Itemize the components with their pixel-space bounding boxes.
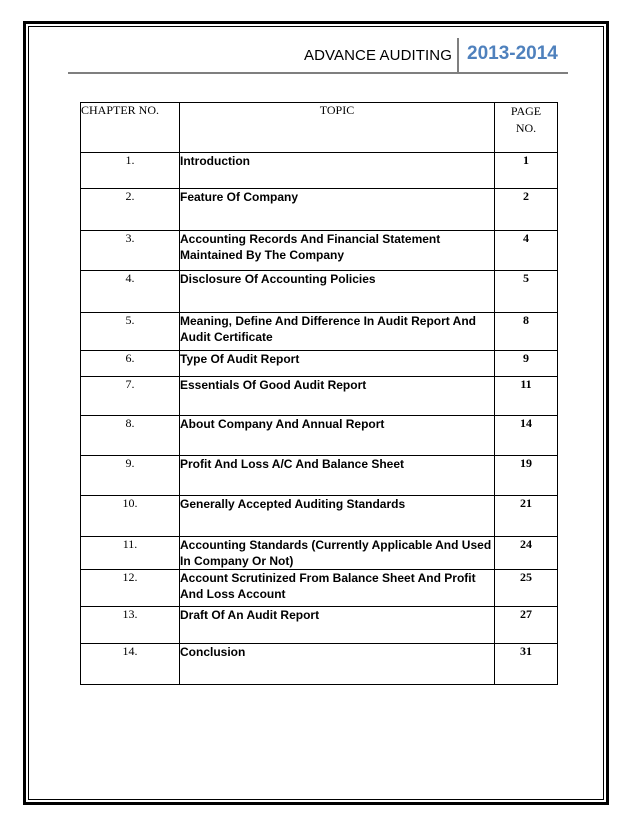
chapter-number: 4. [81,271,180,313]
table-row [81,271,558,313]
chapter-topic: Type Of Audit Report [180,351,495,377]
page-number: 24 [495,537,558,570]
chapter-topic: Accounting Standards (Currently Applicable And Used In Company Or Not) [180,537,495,570]
chapter-topic: Accounting Records And Financial Statement Maintained By The Company [180,231,495,271]
column-header-topic: TOPIC [180,103,495,153]
table-row [81,456,558,496]
page-number: 9 [495,351,558,377]
chapter-number: 7. [81,377,180,416]
table-row [81,231,558,271]
column-header-chapter: CHAPTER NO. [81,103,180,153]
chapter-number: 14. [81,644,180,685]
table-row [81,313,558,351]
chapter-topic: Meaning, Define And Difference In Audit Report And Audit Certificate [180,313,495,351]
header-separator [457,38,459,72]
chapter-number: 13. [81,607,180,644]
chapter-topic: Account Scrutinized From Balance Sheet And Profit And Loss Account [180,570,495,607]
chapter-number: 5. [81,313,180,351]
chapter-number: 3. [81,231,180,271]
table-row [81,607,558,644]
chapter-topic: Introduction [180,153,495,189]
table-row [81,644,558,685]
table-of-contents [80,102,558,685]
chapter-topic: About Company And Annual Report [180,416,495,456]
page-number: 14 [495,416,558,456]
page-number: 27 [495,607,558,644]
chapter-number: 6. [81,351,180,377]
table-row [81,496,558,537]
chapter-number: 9. [81,456,180,496]
chapter-topic: Disclosure Of Accounting Policies [180,271,495,313]
page-number: 19 [495,456,558,496]
page-number: 2 [495,189,558,231]
column-header-page-line1: PAGE [510,104,542,118]
chapter-number: 11. [81,537,180,570]
page-number: 11 [495,377,558,416]
chapter-topic: Feature Of Company [180,189,495,231]
chapter-topic: Draft Of An Audit Report [180,607,495,644]
table-row [81,537,558,570]
table-header-row [81,103,558,153]
table-row [81,153,558,189]
column-header-page-line2: NO. [515,121,537,135]
table-row [81,377,558,416]
table-row [81,570,558,607]
page-number: 31 [495,644,558,685]
chapter-topic: Profit And Loss A/C And Balance Sheet [180,456,495,496]
chapter-topic: Generally Accepted Auditing Standards [180,496,495,537]
page-number: 1 [495,153,558,189]
page-number: 5 [495,271,558,313]
header-year: 2013-2014 [467,43,558,64]
table-row [81,351,558,377]
header-title: ADVANCE AUDITING [303,47,452,64]
table-row [81,189,558,231]
chapter-topic: Conclusion [180,644,495,685]
chapter-topic: Essentials Of Good Audit Report [180,377,495,416]
page-number: 4 [495,231,558,271]
chapter-number: 10. [81,496,180,537]
chapter-number: 12. [81,570,180,607]
chapter-number: 2. [81,189,180,231]
page-number: 8 [495,313,558,351]
chapter-number: 1. [81,153,180,189]
table-row [81,416,558,456]
page-number: 21 [495,496,558,537]
chapter-number: 8. [81,416,180,456]
column-header-page [495,103,558,153]
page-header [68,38,568,74]
page-number: 25 [495,570,558,607]
